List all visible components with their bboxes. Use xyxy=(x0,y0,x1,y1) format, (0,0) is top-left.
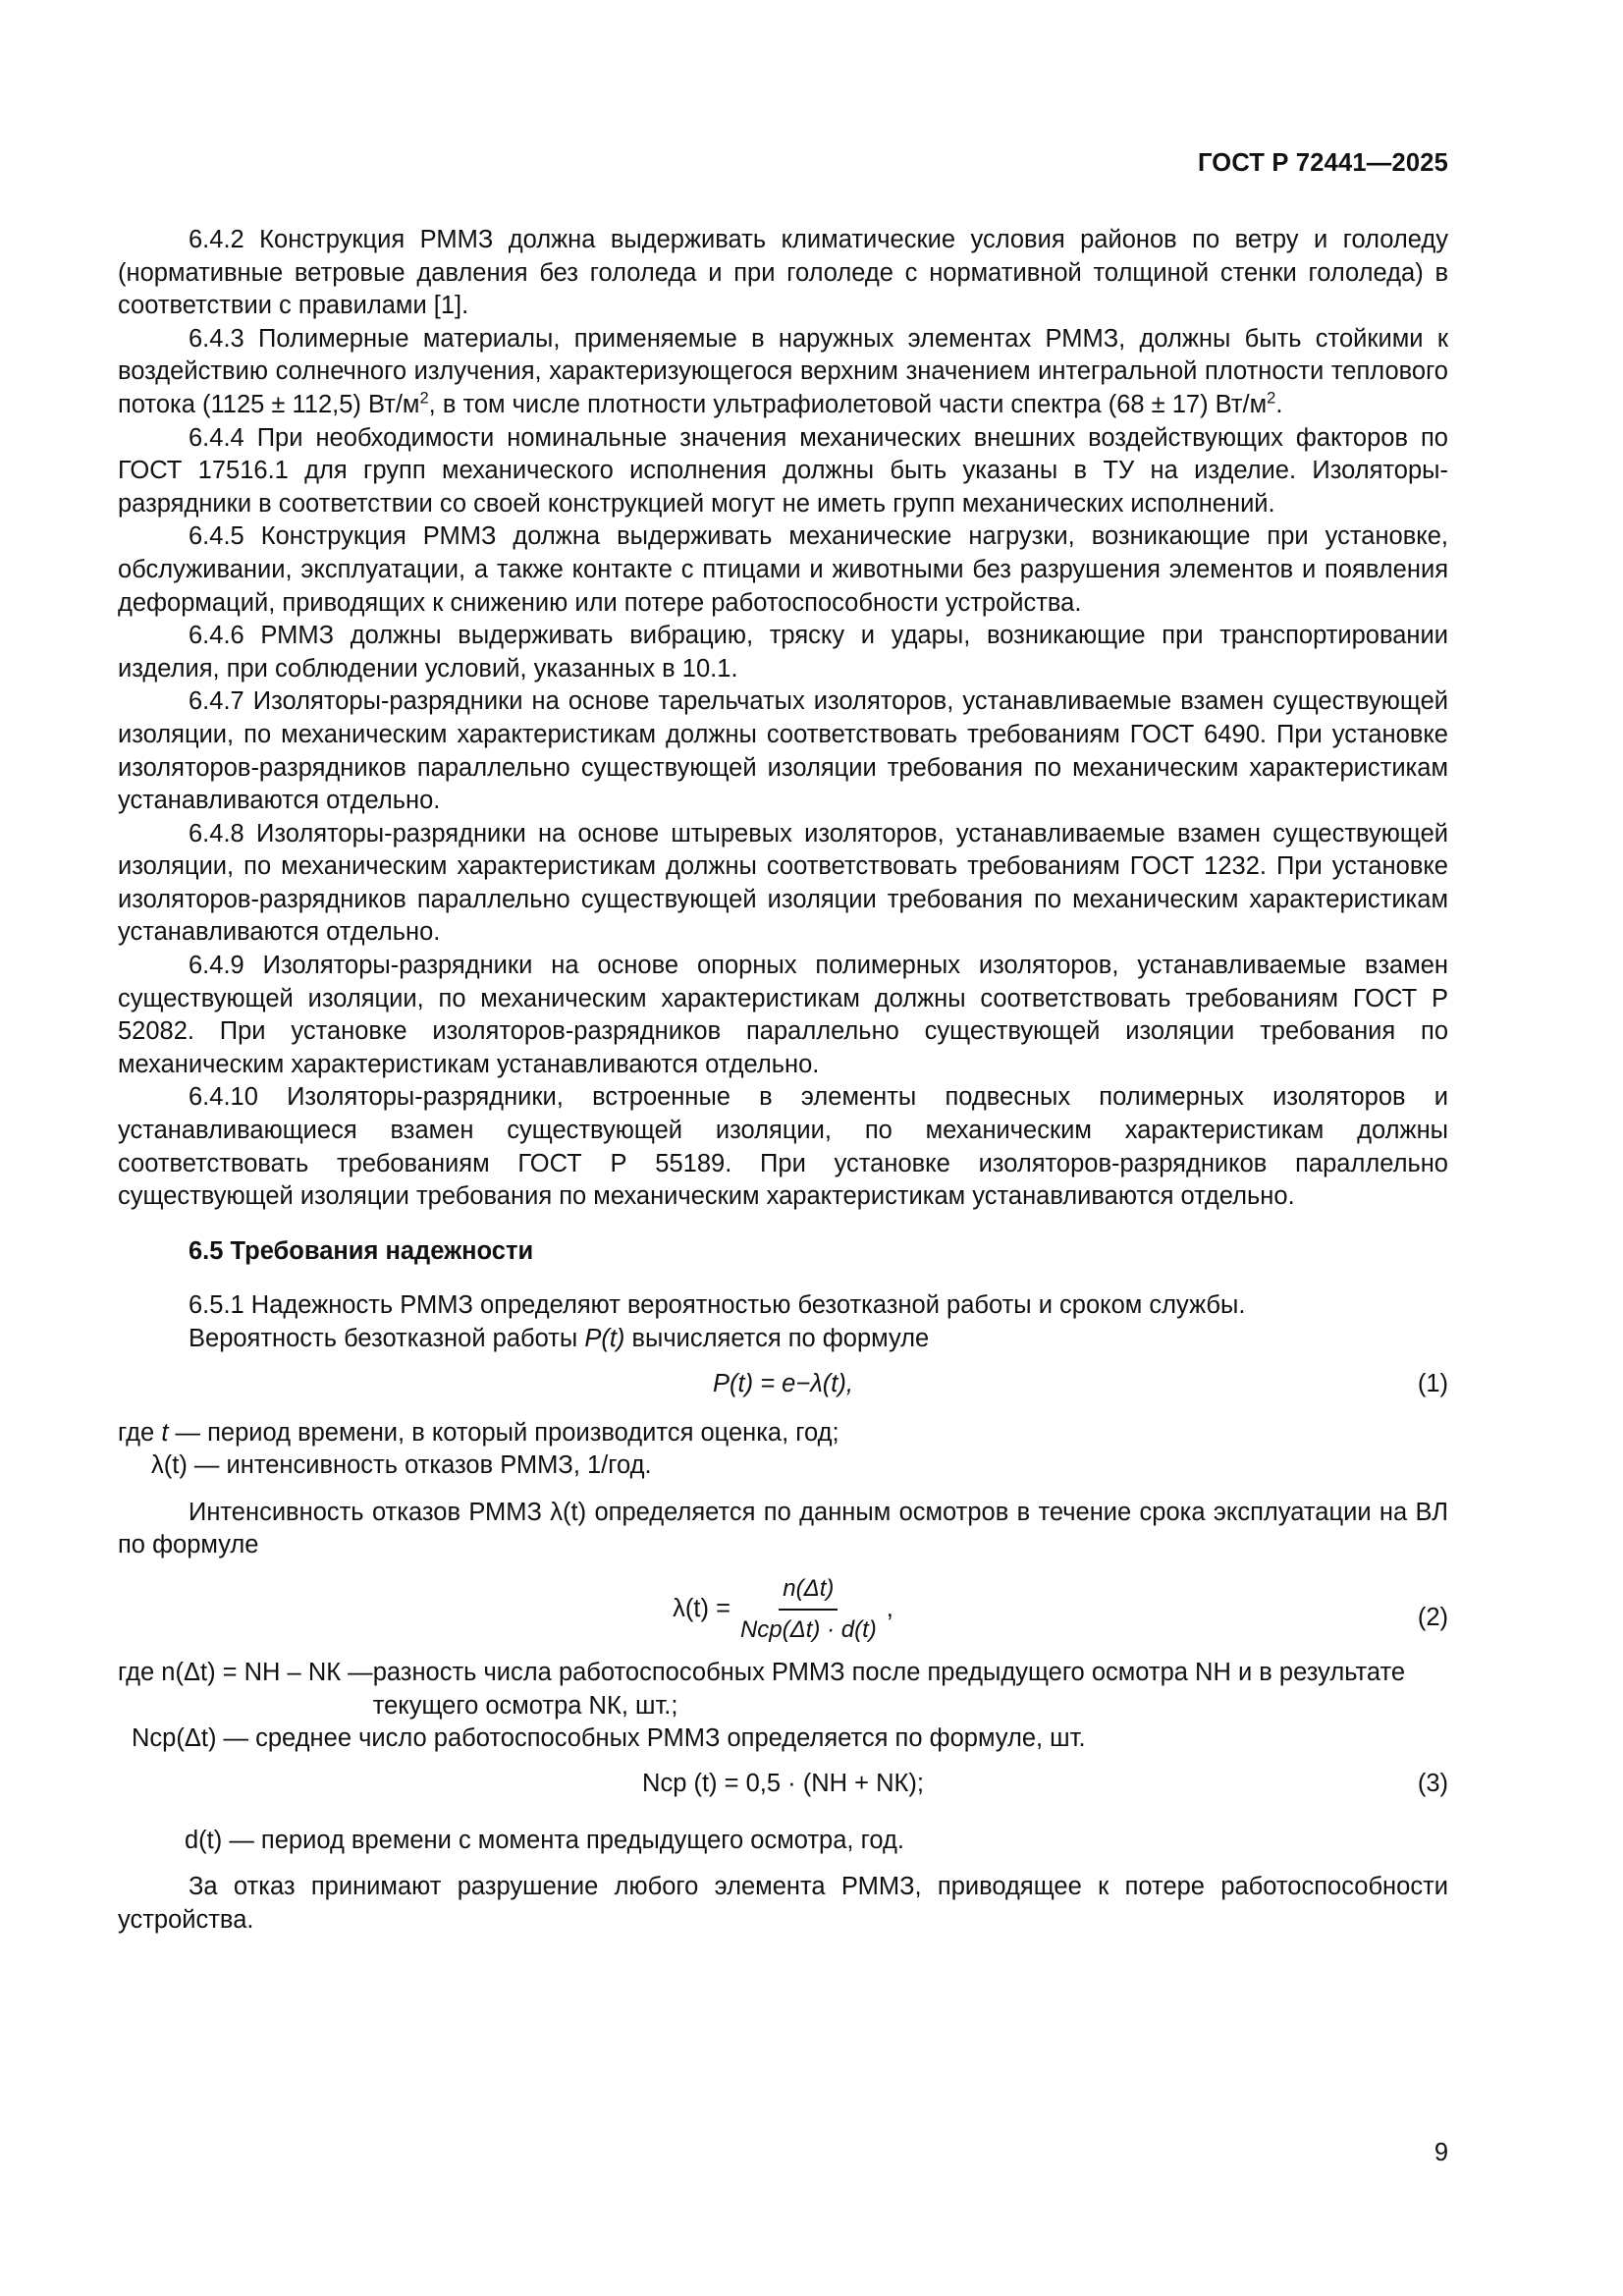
symbol-t: t xyxy=(161,1418,169,1447)
formula-1-text: P(t) = e−λ(t), xyxy=(713,1369,853,1397)
section-heading-6-5: 6.5 Требования надежности xyxy=(189,1236,534,1265)
paragraph-6-4-9: 6.4.9 Изоляторы-разрядники на основе опорных полимерных изоляторов, устанавливаемые взамен существующей изоляции, по механическим характеристикам должны соответствовать требованиям ГОСТ Р 52082. При установке изоляторов-разрядников параллельно существующей изоляции требования по механическим характеристикам устанавливаются отдельно. xyxy=(118,952,1448,1078)
paragraph-6-4-6: 6.4.6 РММЗ должны выдерживать вибрацию, тряску и удары, возникающие при транспортировании изделия, при соблюдении условий, указанных в 10.1. xyxy=(118,622,1448,683)
where-n-label: где n(Δt) = NН – NК — xyxy=(118,1658,373,1686)
formula-2-numerator: n(Δt) xyxy=(779,1572,838,1611)
intensity-text-a: Интенсивность отказов РММЗ xyxy=(189,1498,551,1526)
formula-3-expression: Nср (t) = 0,5 · (NН + NК); xyxy=(642,1769,924,1797)
superscript-2: 2 xyxy=(419,388,429,408)
page-number: 9 xyxy=(1434,2139,1448,2166)
formula-2-lhs: λ(t) = xyxy=(673,1594,730,1622)
document-body xyxy=(118,224,1448,1938)
formula-1 xyxy=(118,1356,1448,1411)
formula-2-expression xyxy=(118,1572,1448,1646)
formula-2-number: (2) xyxy=(1417,1603,1448,1631)
where-n-row xyxy=(118,1657,1448,1722)
formula-1-expression xyxy=(118,1368,1448,1401)
paragraph-6-4-2: 6.4.2 Конструкция РММЗ должна выдерживать климатические условия районов по ветру и гололеду (нормативные ветровые давления без гололеда и при гололеде с нормативной толщиной стенки гололеда) в соответствии с правилами [1]. xyxy=(118,226,1448,320)
failure-paragraph: За отказ принимают разрушение любого элемента РММЗ, приводящее к потере работоспособности устройства. xyxy=(118,1873,1448,1934)
document-code: ГОСТ Р 72441—2025 xyxy=(1197,149,1448,177)
intensity-text-b: определяется по данным осмотров в течение срока эксплуатации на ВЛ по формуле xyxy=(118,1498,1448,1559)
formula-2-tail: , xyxy=(886,1594,893,1622)
paragraph-6-4-4: 6.4.4 При необходимости номинальные значения механических внешних воздействующих факторов по ГОСТ 17516.1 для групп механического исполнения должны быть указаны в ТУ на изделие. Изоляторы-разрядники в соответствии со своей конструкцией могут не иметь групп механических исполнений. xyxy=(118,423,1448,518)
where-label: где xyxy=(118,1418,162,1447)
where-lambda: λ(t) — интенсивность отказов РММЗ, 1/год. xyxy=(151,1451,652,1480)
intensity-sentence xyxy=(118,1497,1448,1562)
where-n-text: разность числа работоспособных РММЗ после предыдущего осмотра NН и в результате текущего осмотра NК, шт.; xyxy=(372,1658,1406,1720)
intensity-symbol: λ(t) xyxy=(550,1498,587,1526)
paragraph-6-4-8: 6.4.8 Изоляторы-разрядники на основе штыревых изоляторов, устанавливаемые взамен существующей изоляции, по механическим характеристикам должны соответствовать требованиям ГОСТ 1232. При установке изоляторов-разрядников параллельно существующей изоляции требования по механическим характеристикам устанавливаются отдельно. xyxy=(118,819,1448,947)
prob-text-b: вычисляется по формуле xyxy=(624,1325,930,1352)
probability-sentence xyxy=(118,1323,1448,1356)
where-t-text: — период времени, в который производится оценка, год; xyxy=(168,1418,839,1447)
formula-3 xyxy=(118,1756,1448,1811)
p643-text-b: , в том числе плотности ультрафиолетовой части спектра (68 ± 17) Вт/м xyxy=(428,390,1268,418)
paragraph-6-4-7: 6.4.7 Изоляторы-разрядники на основе тарельчатых изоляторов, устанавливаемые взамен существующей изоляции, по механическим характеристикам должны соответствовать требованиям ГОСТ 6490. При установке изоляторов-разрядников параллельно существующей изоляции требования по механическим характеристикам устанавливаются отдельно. xyxy=(118,687,1448,815)
where-t xyxy=(118,1417,1448,1450)
formula-2-denominator: Nср(Δt) · d(t) xyxy=(739,1615,877,1643)
paragraph-6-4-10: 6.4.10 Изоляторы-разрядники, встроенные в элементы подвесных полимерных изоляторов и устанавливающиеся взамен существующей изоляции, по механическим характеристикам должны соответствовать требованиям ГОСТ Р 55189. При установке изоляторов-разрядников параллельно существующей изоляции требования по механическим характеристикам устанавливаются отдельно. xyxy=(118,1083,1448,1211)
paragraph-6-4-3 xyxy=(118,323,1448,422)
formula-2 xyxy=(118,1572,1448,1657)
superscript-2b: 2 xyxy=(1267,388,1276,408)
paragraph-6-4-5: 6.4.5 Конструкция РММЗ должна выдерживать механические нагрузки, возникающие при установке, обслуживании, эксплуатации, а также контакте с птицами и животными без разрушения элементов и появления деформаций, приводящих к снижению или потере работоспособности устройства. xyxy=(118,522,1448,617)
formula-3-number: (3) xyxy=(1417,1769,1448,1797)
prob-symbol: P(t) xyxy=(584,1325,625,1352)
where-ncp: Nср(Δt) — среднее число работоспособных РММЗ определяется по формуле, шт. xyxy=(132,1724,1086,1753)
where-dt: d(t) — период времени с момента предыдущего осмотра, год. xyxy=(185,1826,904,1854)
p643-text-a: 6.4.3 Полимерные материалы, применяемые в наружных элементах РММЗ, должны быть стойкими к воздействию солнечного излучения, характеризующегося верхним значением интегральной плотности теплового потока (1125 ± 112,5) Вт/м xyxy=(118,324,1448,418)
formula-1-number: (1) xyxy=(1417,1369,1448,1397)
paragraph-6-5-1: 6.5.1 Надежность РММЗ определяют вероятностью безотказной работы и сроком службы. xyxy=(189,1291,1246,1320)
prob-text-a: Вероятность безотказной работы xyxy=(189,1325,585,1352)
p643-text-c: . xyxy=(1275,390,1283,418)
